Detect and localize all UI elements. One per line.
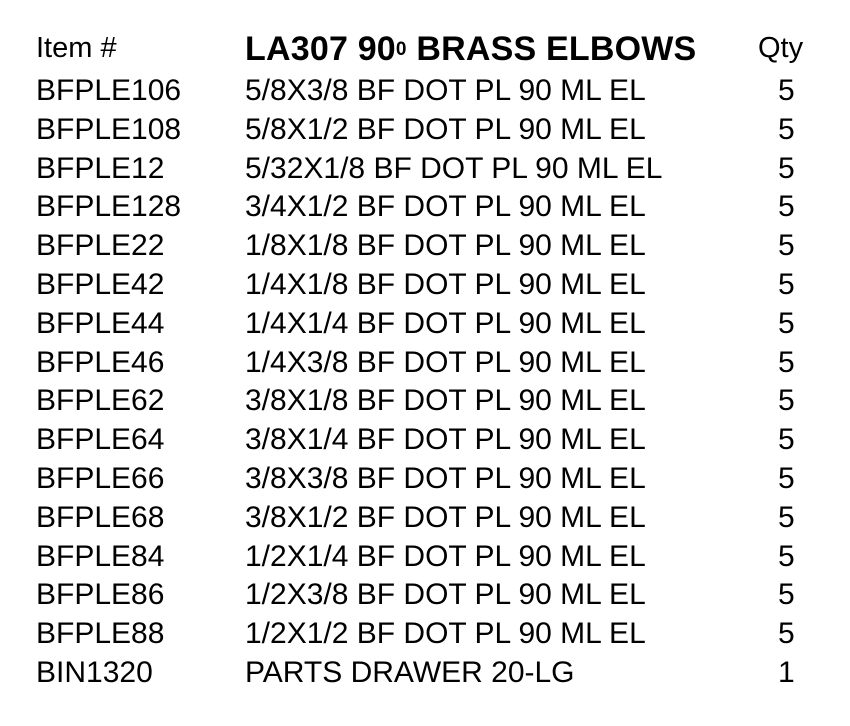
item-number-cell: BFPLE68 [36,500,165,534]
description-cell: 1/4X1/4 BF DOT PL 90 ML EL [245,306,646,340]
item-number-cell: BFPLE62 [36,384,165,418]
table-row [0,305,850,344]
title-rest: BRASS ELBOWS [406,30,697,68]
description-cell: 3/8X1/4 BF DOT PL 90 ML EL [245,423,646,457]
item-number-cell: BIN1320 [36,655,153,689]
quantity-cell: 5 [778,384,795,418]
table-row [0,72,850,111]
item-number-cell: BFPLE42 [36,267,165,301]
quantity-cell: 5 [778,229,795,263]
description-cell: 5/32X1/8 BF DOT PL 90 ML EL [245,151,663,185]
item-number-header: Item # [36,32,117,64]
quantity-cell: 5 [778,539,795,573]
table-row [0,266,850,305]
quantity-header: Qty [758,32,804,64]
item-number-cell: BFPLE44 [36,306,165,340]
table-row [0,576,850,615]
table-row [0,499,850,538]
page-title [245,30,696,69]
description-cell: PARTS DRAWER 20-LG [245,655,575,689]
quantity-cell: 5 [778,500,795,534]
quantity-cell: 5 [778,578,795,612]
description-cell: 3/8X3/8 BF DOT PL 90 ML EL [245,461,646,495]
item-number-cell: BFPLE22 [36,229,165,263]
table-row [0,460,850,499]
item-number-cell: BFPLE66 [36,461,165,495]
quantity-cell: 1 [778,655,795,689]
description-cell: 3/8X1/8 BF DOT PL 90 ML EL [245,384,646,418]
quantity-cell: 5 [778,151,795,185]
table-row [0,382,850,421]
table-row [0,654,850,693]
item-number-cell: BFPLE108 [36,112,182,146]
description-cell: 1/4X1/8 BF DOT PL 90 ML EL [245,267,646,301]
table-row [0,344,850,383]
description-cell: 5/8X1/2 BF DOT PL 90 ML EL [245,112,646,146]
item-number-cell: BFPLE106 [36,74,182,107]
description-cell: 1/2X1/2 BF DOT PL 90 ML EL [245,617,646,651]
item-number-cell: BFPLE84 [36,539,165,573]
table-row [0,188,850,227]
description-cell: 3/8X1/2 BF DOT PL 90 ML EL [245,500,646,534]
description-cell: 1/8X1/8 BF DOT PL 90 ML EL [245,229,646,263]
title-degree-superscript: 0 [395,39,407,60]
quantity-cell: 5 [778,112,795,146]
title-main: LA307 90 [245,30,396,68]
table-row [0,421,850,460]
quantity-cell: 5 [778,461,795,495]
quantity-cell: 5 [778,423,795,457]
table-header [0,30,850,70]
quantity-cell: 5 [778,345,795,379]
description-cell: 3/4X1/2 BF DOT PL 90 ML EL [245,190,646,224]
item-number-cell: BFPLE64 [36,423,165,457]
table-row [0,227,850,266]
item-number-cell: BFPLE12 [36,151,165,185]
table-row [0,615,850,654]
item-number-cell: BFPLE46 [36,345,165,379]
description-cell: 1/2X1/4 BF DOT PL 90 ML EL [245,539,646,573]
table-row [0,150,850,189]
parts-table-body [0,72,850,693]
quantity-cell: 5 [778,306,795,340]
description-cell: 1/4X3/8 BF DOT PL 90 ML EL [245,345,646,379]
quantity-cell: 5 [778,267,795,301]
description-cell: 1/2X3/8 BF DOT PL 90 ML EL [245,578,646,612]
quantity-cell: 5 [778,617,795,651]
table-row [0,111,850,150]
item-number-cell: BFPLE128 [36,190,182,224]
item-number-cell: BFPLE86 [36,578,165,612]
item-number-cell: BFPLE88 [36,617,165,651]
quantity-cell: 5 [778,74,795,107]
description-cell: 5/8X3/8 BF DOT PL 90 ML EL [245,74,646,107]
table-row [0,538,850,577]
quantity-cell: 5 [778,190,795,224]
